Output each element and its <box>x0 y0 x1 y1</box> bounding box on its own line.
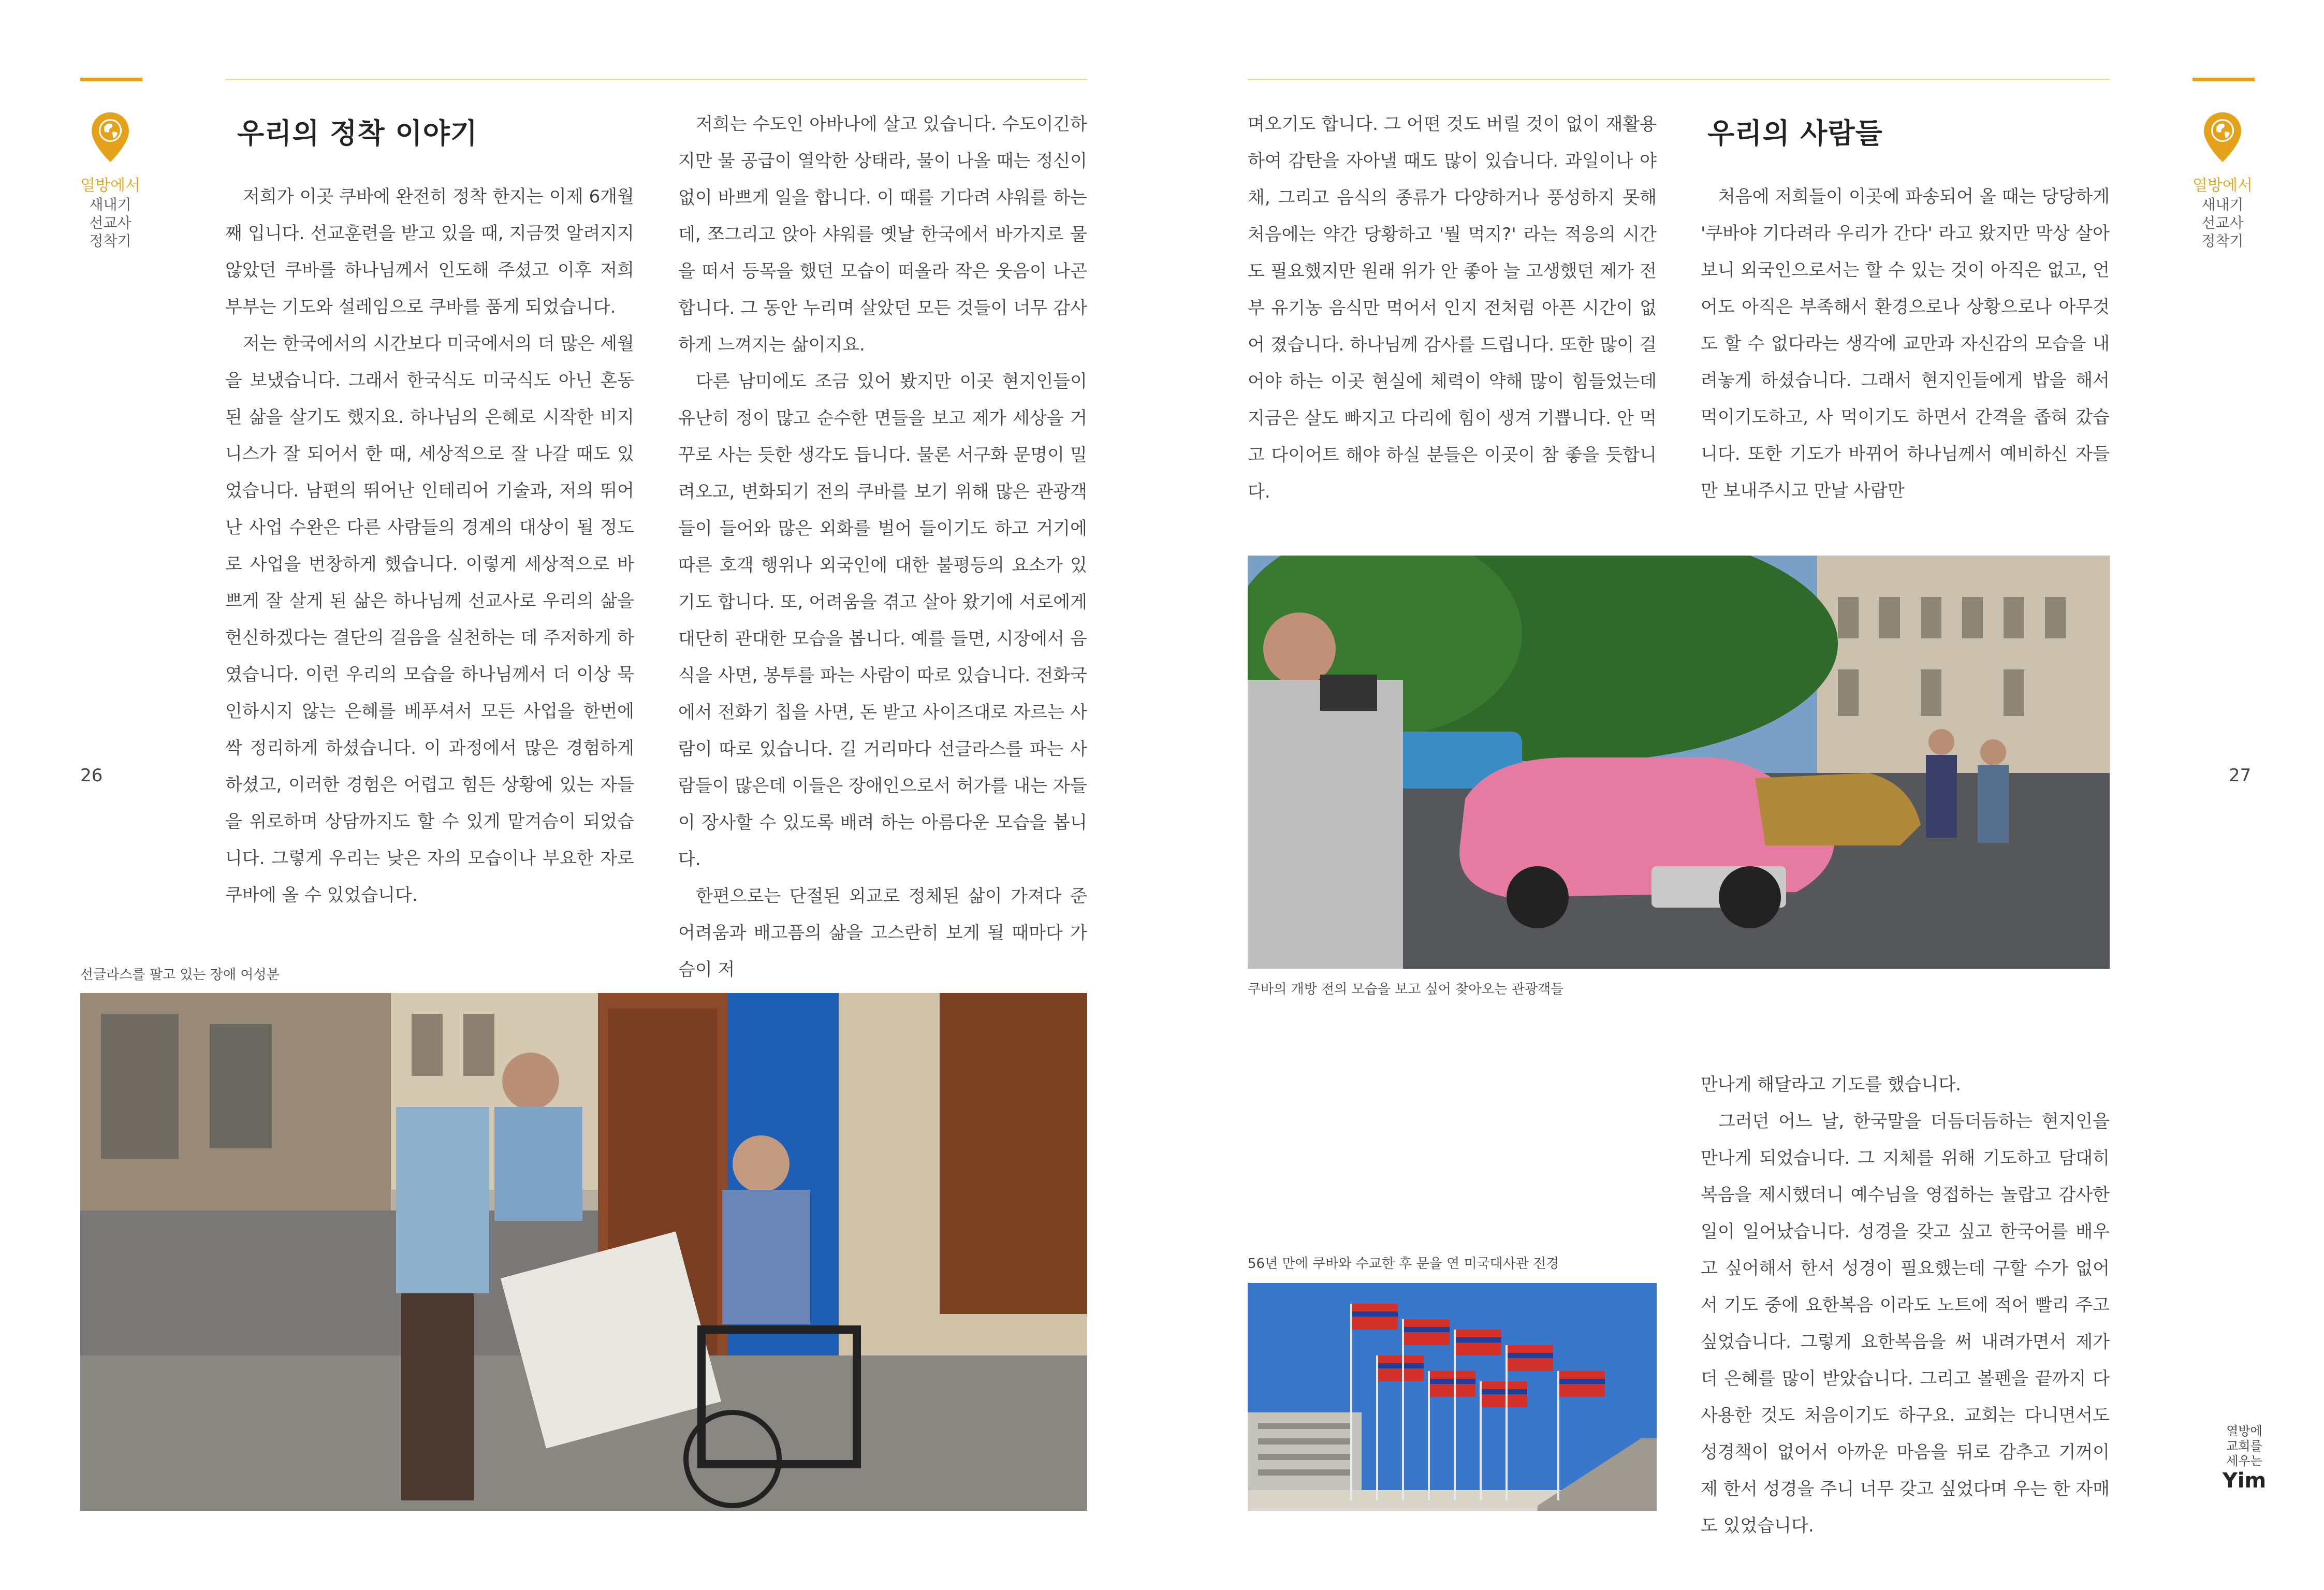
paragraph: 저는 한국에서의 시간보다 미국에서의 더 많은 세월을 보냈습니다. 그래서 한국식도 미국식도 아닌 혼동된 삶을 살기도 했지요. 하나님의 은혜로 시작한 비지니스가 잘 되어서 한 때, 세상적으로 잘 나갈 때도 있었습니다. 남편의 뛰어난 인테리어 기술과, 저의 뛰어난 사업 수완은 다른 사람들의 경계의 대상이 될 정도로 사업을 번창하게 했습니다. 이렇게 세상적으로 바쁘게 잘 살게 된 삶은 하나님께 선교사로 우리의 삶을 헌신하겠다는 결단의 걸음을 실천하는 데 주저하게 하였습니다. 이런 우리의 모습을 하나님께서 더 이상 묵인하시지 않는 은혜를 베푸셔서 모든 사업을 한번에 싹 정리하게 하셨습니다. 이 과정에서 많은 경험하게 하셨고, 이러한 경험은 어렵고 힘든 상황에 있는 자들을 위로하며 상담까지도 할 수 있게 맡겨슴이 되었습니다. 그렇게 우리는 낮은 자의 모습이나 부요한 자로 쿠바에 올 수 있었습니다. <box>225 333 634 906</box>
paragraph: 다른 남미에도 조금 있어 봤지만 이곳 현지인들이 유난히 정이 많고 순수한 면들을 보고 제가 세상을 거꾸로 사는 듯한 생각도 듭니다. 물론 서구화 문명이 밀려오고, 변화되기 전의 쿠바를 보기 위해 많은 관광객들이 들어와 많은 외화를 벌어 들이기도 하고 거기에 따른 호객 행위나 외국인에 대한 불평등의 요소가 있기도 합니다. 또, 어려움을 겪고 살아 왔기에 서로에게 대단히 관대한 모습을 봅니다. 예를 들면, 시장에서 음식을 사면, 봉투를 파는 사람이 따로 있습니다. 전화국에서 전화기 칩을 사면, 돈 받고 사이즈대로 자르는 사람이 따로 있습니다. 길 거리마다 선글라스를 파는 사람들이 많은데 이들은 장애인으로서 허가를 내는 자들이 장사할 수 있도록 배려 하는 아름다운 모습을 봅니다. <box>678 371 1087 870</box>
paragraph: 만나게 해달라고 기도를 했습니다. <box>1701 1074 1962 1095</box>
text-column-5 <box>1701 1067 2110 1544</box>
section-sub-text: 정착기 <box>89 232 131 250</box>
section-accent-text: 열방에서 <box>80 177 140 195</box>
sunglasses-vendor-photo <box>80 993 1087 1511</box>
text-column-2 <box>678 106 1087 988</box>
photo-caption-sunglasses: 선글라스를 팔고 있는 장애 여성분 <box>80 967 280 983</box>
paragraph: 저희가 이곳 쿠바에 완전히 정착 한지는 이제 6개월째 입니다. 선교훈련을 받고 있을 때, 지금껏 알려지지 않았던 쿠바를 하나님께서 인도해 주셨고 이후 저희 부부는 기도와 설레임으로 쿠바를 품게 되었습니다. <box>225 186 634 317</box>
left-gold-rule <box>80 78 142 81</box>
section-sub-text: 정착기 <box>2201 232 2244 250</box>
text-column-1 <box>225 179 634 914</box>
photo-caption-cars: 쿠바의 개방 전의 모습을 보고 싶어 찾아오는 관광객들 <box>1248 982 1564 997</box>
embassy-flags-photo <box>1248 1283 1657 1511</box>
right-gold-rule <box>2193 78 2255 81</box>
logo-mark: Yim <box>2222 1469 2267 1493</box>
article-title-right: 우리의 사람들 <box>1707 117 1883 150</box>
paragraph: 저희는 수도인 아바나에 살고 있습니다. 수도이긴하지만 물 공급이 열악한 상태라, 물이 나올 때는 정신이 없이 바쁘게 일을 합니다. 이 때를 기다려 샤워를 하는 데, 쪼그리고 앉아 샤워를 옛날 한국에서 바가지로 물을 떠서 등목을 했던 모습이 떠올라 작은 웃음이 나곤 합니다. 그 동안 누리며 살았던 모든 것들이 너무 감사하게 느껴지는 삶이지요. <box>678 114 1087 355</box>
left-section-label <box>61 176 159 250</box>
section-sub-text: 선교사 <box>2201 214 2244 231</box>
logo-line: 교회를 <box>2226 1438 2262 1453</box>
logo-line: 세우는 <box>2226 1453 2262 1468</box>
section-sub-text: 새내기 <box>89 196 131 213</box>
right-top-rule <box>1248 79 2110 80</box>
paragraph: 그러던 어느 날, 한국말을 더듬더듬하는 현지인을 만나게 되었습니다. 그 지체를 위해 기도하고 담대히 복음을 제시했더니 예수님을 영접하는 놀랍고 감사한 일이 일어났습니다. 성경을 갖고 싶고 한국어를 배우고 싶어해서 한서 성경이 필요했는데 구할 수가 없어서 기도 중에 요한복음 이라도 노트에 적어 빨리 주고 싶었습니다. 그렇게 요한복음을 써 내려가면서 제가 더 은혜를 많이 받았습니다. 그리고 볼펜을 끝까지 다 사용한 것도 처음이기도 하구요. 교회는 다니면서도 성경책이 없어서 아까운 마음을 뒤로 감추고 기꺼이 제 한서 성경을 주니 너무 갖고 싶었다며 우는 한 자매도 있었습니다. <box>1701 1111 2110 1536</box>
photo-caption-flags: 56년 만에 쿠바와 수교한 후 문을 연 미국대사관 전경 <box>1248 1256 1559 1272</box>
section-accent-text: 열방에서 <box>2193 177 2253 195</box>
publisher-logo <box>2213 1424 2275 1493</box>
left-top-rule <box>225 79 1087 80</box>
page-number-right: 27 <box>2229 765 2252 786</box>
article-title-left: 우리의 정착 이야기 <box>237 117 478 150</box>
page-number-left: 26 <box>80 765 103 786</box>
logo-line: 열방에 <box>2226 1424 2262 1438</box>
text-column-4 <box>1701 179 2110 509</box>
location-pin-icon <box>91 111 130 163</box>
text-column-3 <box>1248 106 1657 510</box>
paragraph: 며오기도 합니다. 그 어떤 것도 버릴 것이 없이 재활용하여 감탄을 자아낼 때도 많이 있습니다. 과일이나 야채, 그리고 음식의 종류가 다양하거나 풍성하지 못해 처음에는 약간 당황하고 '뭘 먹지?' 라는 적응의 시간도 필요했지만 원래 위가 안 좋아 늘 고생했던 제가 전부 유기농 음식만 먹어서 인지 전처럼 아픈 시간이 없어 졌습니다. 하나님께 감사를 드립니다. 또한 많이 걸어야 하는 이곳 현실에 체력이 약해 많이 힘들었는데 지금은 살도 빠지고 다리에 힘이 생겨 기쁩니다. 안 먹고 다이어트 해야 하실 분들은 이곳이 참 좋을 듯합니다. <box>1248 114 1657 502</box>
vintage-cars-photo <box>1248 556 2110 969</box>
location-pin-icon <box>2203 111 2242 163</box>
right-section-label <box>2173 176 2272 250</box>
section-sub-text: 선교사 <box>89 214 131 231</box>
section-sub-text: 새내기 <box>2201 196 2244 213</box>
paragraph: 처음에 저희들이 이곳에 파송되어 올 때는 당당하게 '쿠바야 기다려라 우리가 간다' 라고 왔지만 막상 살아보니 외국인으로서는 할 수 있는 것이 아직은 없고, 언어도 아직은 부족해서 환경으로나 상황으로나 아무것도 할 수 없다라는 생각에 교만과 자신감의 모습을 내려놓게 하셨습니다. 그래서 현지인들에게 밥을 해서 먹이기도하고, 사 먹이기도 하면서 간격을 좁혀 갔습니다. 또한 기도가 바뀌어 하나님께서 예비하신 자들만 보내주시고 만날 사람만 <box>1701 186 2110 501</box>
paragraph: 한편으로는 단절된 외교로 정체된 삶이 가져다 준 어려움과 배고픔의 삶을 고스란히 보게 될 때마다 가슴이 저 <box>678 886 1087 980</box>
